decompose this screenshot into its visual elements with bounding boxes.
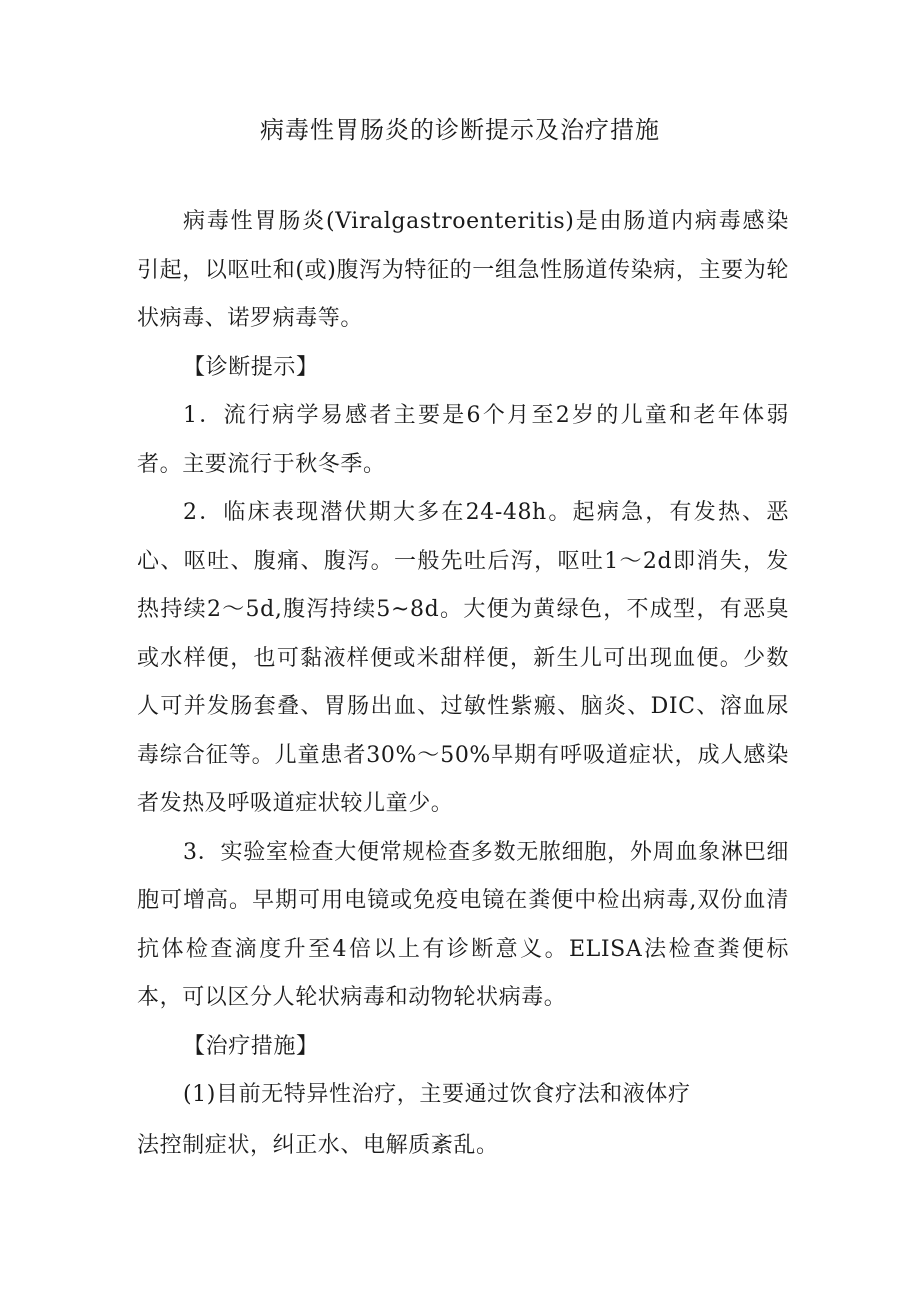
document-body [137,198,789,1170]
diagnosis-item-2: 2．临床表现潜伏期大多在24-48h。起病急，有发热、恶心、呕吐、腹痛、腹泻。一般先吐后泻，呕吐1～2d即消失，发热持续2～5d,腹泻持续5~8d。大便为黄绿色，不成型，有恶臭或水样便，也可黏液样便或米甜样便，新生儿可出现血便。少数人可并发肠套叠、胃肠出血、过敏性紫瘢、脑炎、DIC、溶血尿毒综合征等。儿童患者30%～50%早期有呼吸道症状，成人感染者发热及呼吸道症状较儿童少。 [137,500,789,816]
document-title: 病毒性胃肠炎的诊断提示及治疗措施 [260,116,660,144]
diagnosis-item-1: 1．流行病学易感者主要是6个月至2岁的儿童和老年体弱者。主要流行于秋冬季。 [137,403,789,477]
treatment-item-1-line-2: 法控制症状，纠正水、电解质紊乱。 [137,1132,499,1158]
treatment-item-1-line-1: (1)目前无特异性治疗，主要通过饮食疗法和液体疗 [183,1082,691,1107]
intro-paragraph: 病毒性胃肠炎(Viralgastroenteritis)是由肠道内病毒感染引起，以呕吐和(或)腹泻为特征的一组急性肠道传染病，主要为轮状病毒、诺罗病毒等。 [137,209,789,331]
diagnosis-heading: 【诊断提示】 [183,354,319,380]
diagnosis-item-3: 3．实验室检查大便常规检查多数无脓细胞，外周血象淋巴细胞可增高。早期可用电镜或免疫电镜在粪便中检出病毒,双份血清抗体检查滴度升至4倍以上有诊断意义。ELISA法检查粪便标本，可以区分人轮状病毒和动物轮状病毒。 [137,839,789,1010]
treatment-heading: 【治疗措施】 [183,1033,319,1059]
